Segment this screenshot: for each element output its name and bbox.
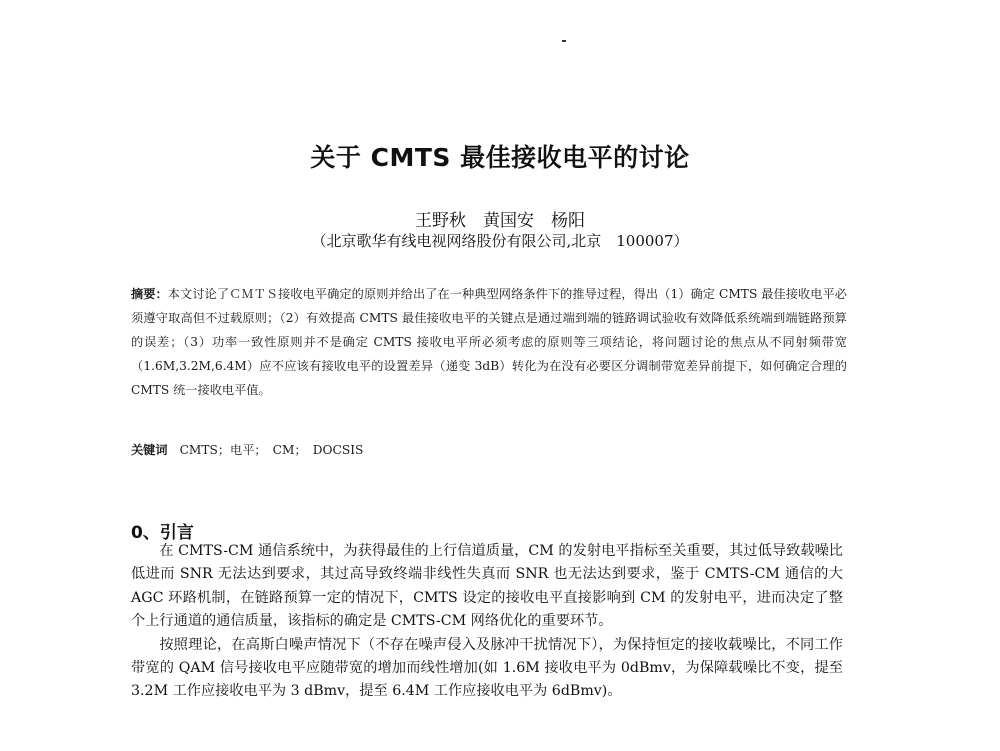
keywords [131,440,847,460]
author-list: 王野秋 黄国安 杨阳 [415,211,585,231]
abstract [131,282,847,402]
paragraph: 在 CMTS-CM 通信系统中，为获得最佳的上行信道质量，CM 的发射电平指标至关重要，其过低导致载噪比低进而 SNR 无法达到要求，其过高导致终端非线性失真而 SNR 也无法达到要求，鉴于 CMTS-CM 通信的大 AGC 环路机制，在链路预算一定的情况下，CMTS 设定的接收电平直接影响到 CM 的发射电平，进而决定了整个上行通道的通信质量，该指标的确定是 CMTS-CM 网络优化的重要环节。 [131,543,843,630]
section-body [131,540,843,704]
paper-title: 关于 CMTS 最佳接收电平的讨论 [310,143,690,172]
scan-speck [562,40,566,42]
keywords-label: 关键词 [131,443,168,457]
section-heading: 0、引言 [131,523,194,543]
affiliation: （北京歌华有线电视网络股份有限公司,北京 100007） [311,232,689,250]
paragraph: 按照理论，在高斯白噪声情况下（不存在噪声侵入及脉冲干扰情况下），为保持恒定的接收载噪比，不同工作带宽的 QAM 信号接收电平应随带宽的增加而线性增加(如 1.6M 接收电平为 0dBmv，为保障载噪比不变，提至 3.2M 工作应接收电平为 3 dBmv，提至 6.4M 工作应接收电平为 6dBmv)。 [131,636,843,700]
abstract-text: 本文讨论了ＣＭＴＳ接收电平确定的原则并给出了在一种典型网络条件下的推导过程，得出（1）确定 CMTS 最佳接收电平必须遵守取高但不过载原则；（2）有效提高 CMTS 最佳接收电平的关键点是通过端到端的链路调试验收有效降低系统端到端链路预算的误差；（3）功率一致性原则并不是确定 CMTS 接收电平所必须考虑的原则等三项结论，将问题讨论的焦点从不同射频带宽（1.6M,3.2M,6.4M）应不应该有接收电平的设置差异（递变 3dB）转化为在没有必要区分调制带宽差异前提下，如何确定合理的 CMTS 统一接收电平值。 [131,287,847,397]
abstract-label: 摘要： [131,287,168,301]
keywords-text: CMTS；电平； CM； DOCSIS [179,443,364,457]
